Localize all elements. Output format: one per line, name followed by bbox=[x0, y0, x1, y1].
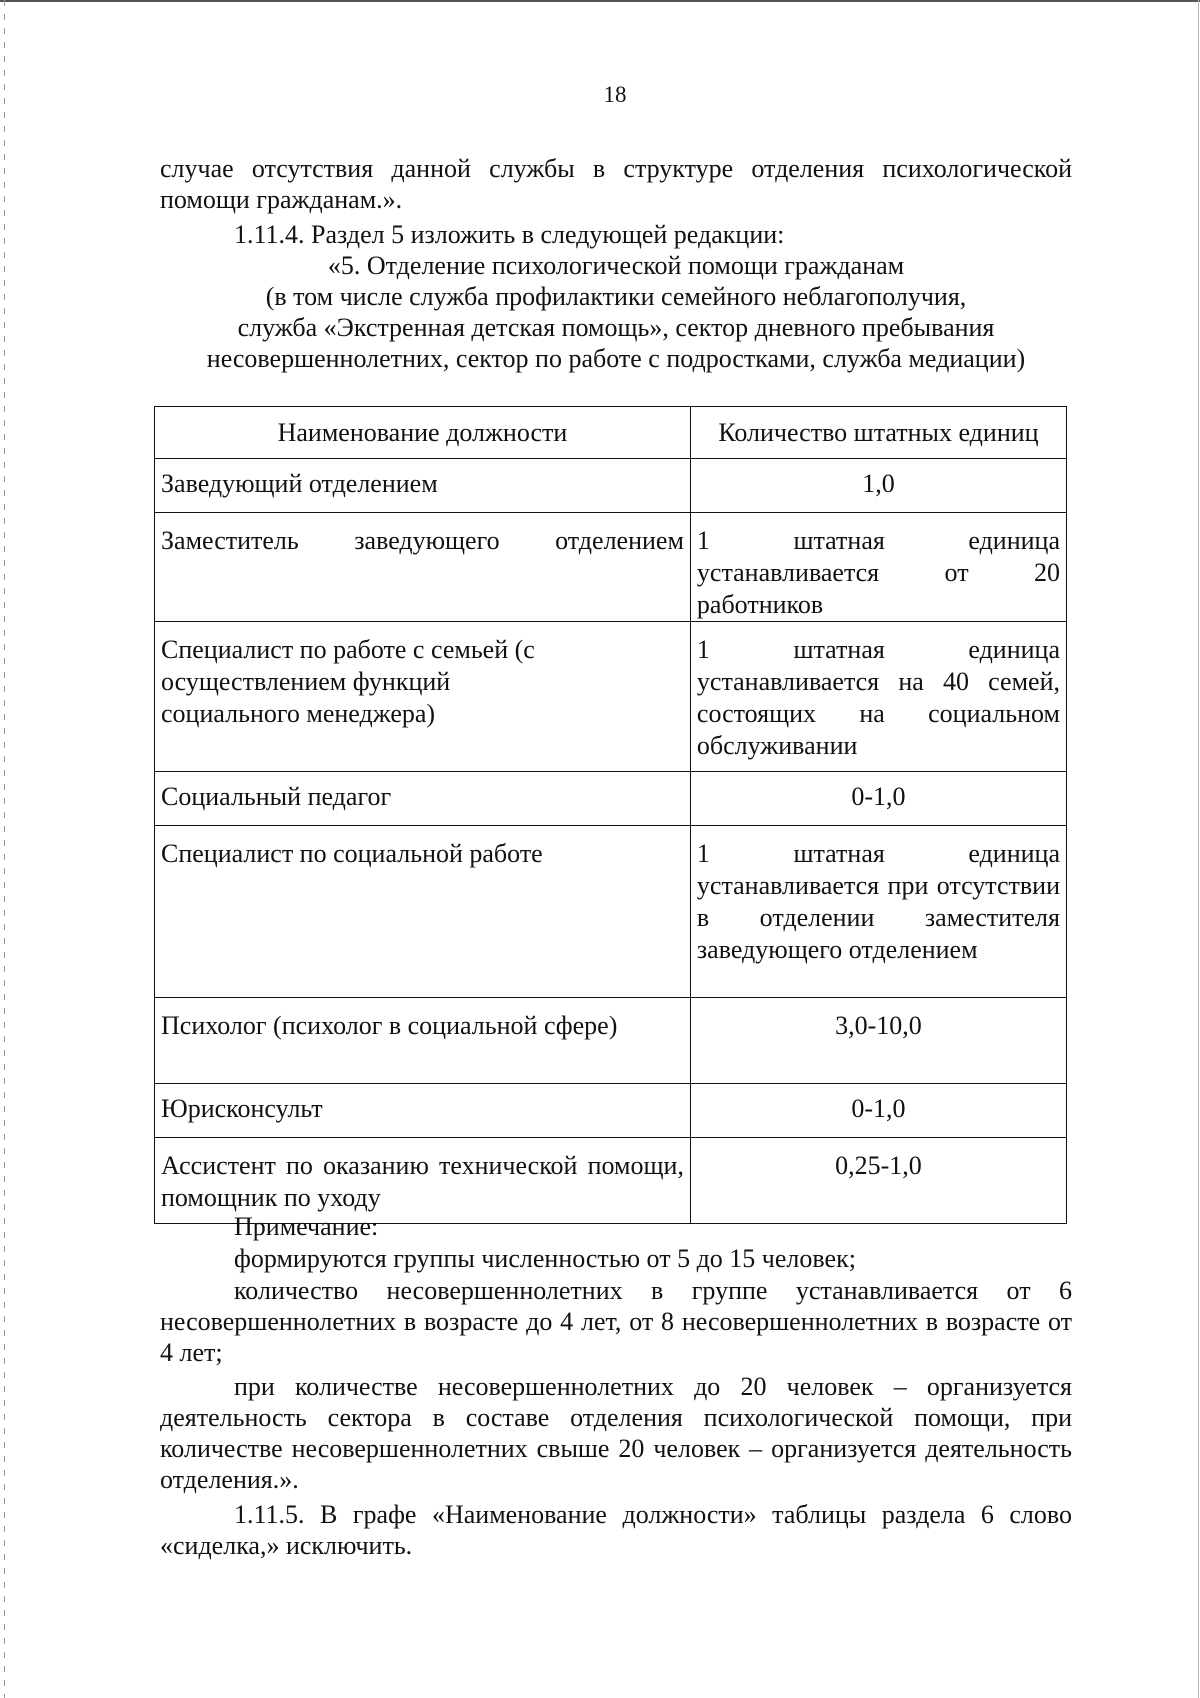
quantity-cell: 1,0 bbox=[690, 459, 1066, 513]
section-heading bbox=[160, 250, 1072, 374]
position-cell: Заведующий отделением bbox=[155, 459, 691, 513]
scan-right-edge bbox=[1198, 0, 1199, 1698]
section-heading-line-2: (в том числе служба профилактики семейного неблагополучия, bbox=[265, 282, 967, 311]
position-cell: Специалист по работе с семьей (с осуществлением функций социального менеджера) bbox=[155, 622, 691, 772]
clause-1-11-5: 1.11.5. В графе «Наименование должности» таблицы раздела 6 слово «сиделка,» исключить. bbox=[160, 1500, 1072, 1560]
position-cell: Ассистент по оказанию технической помощи, помощник по уходу bbox=[155, 1138, 691, 1224]
quantity-cell: 1 штатная единица устанавливается на 40 семей, состоящих на социальном обслуживании bbox=[690, 622, 1066, 772]
table-header-row bbox=[155, 407, 1067, 459]
section-heading-line-1: «5. Отделение психологической помощи гражданам bbox=[327, 251, 905, 280]
continuation-paragraph: случае отсутствия данной службы в структуре отделения психологической помощи гражданам.». bbox=[160, 154, 1072, 214]
note-paragraph-1: формируются группы численностью от 5 до 15 человек; bbox=[234, 1244, 856, 1273]
position-cell: Психолог (психолог в социальной сфере) bbox=[155, 998, 691, 1084]
position-cell bbox=[155, 513, 691, 622]
table-row bbox=[155, 772, 1067, 826]
position-cell: Специалист по социальной работе bbox=[155, 826, 691, 998]
position-cell: Юрисконсульт bbox=[155, 1084, 691, 1138]
page-number: 18 bbox=[603, 82, 627, 107]
table-row bbox=[155, 826, 1067, 998]
scan-top-edge bbox=[0, 0, 1200, 2]
clause-1-11-4: 1.11.4. Раздел 5 изложить в следующей редакции: bbox=[234, 220, 785, 249]
quantity-cell: 1 штатная единица устанавливается от 20 работников bbox=[690, 513, 1066, 622]
table-row bbox=[155, 459, 1067, 513]
quantity-cell: 0-1,0 bbox=[690, 772, 1066, 826]
table-row bbox=[155, 998, 1067, 1084]
header-position: Наименование должности bbox=[155, 407, 691, 459]
quantity-cell: 1 штатная единица устанавливается при отсутствии в отделении заместителя заведующего отделением bbox=[690, 826, 1066, 998]
quantity-cell: 0-1,0 bbox=[690, 1084, 1066, 1138]
table-row bbox=[155, 622, 1067, 772]
section-heading-line-4: несовершеннолетних, сектор по работе с подростками, служба медиации) bbox=[206, 344, 1026, 373]
quantity-cell: 0,25-1,0 bbox=[690, 1138, 1066, 1224]
position-cell: Социальный педагог bbox=[155, 772, 691, 826]
note-paragraph-3: при количестве несовершеннолетних до 20 человек – организуется деятельность сектора в составе отделения психологической помощи, при количестве несовершеннолетних свыше 20 человек – организуется деятельность отделения.». bbox=[160, 1372, 1072, 1494]
note-title: Примечание: bbox=[234, 1212, 379, 1241]
staff-table bbox=[154, 406, 1067, 1224]
table-row bbox=[155, 513, 1067, 622]
scan-left-edge bbox=[4, 0, 5, 1698]
table-row bbox=[155, 1084, 1067, 1138]
position-text: Заместитель заведующего отделением bbox=[161, 526, 684, 555]
quantity-cell: 3,0-10,0 bbox=[690, 998, 1066, 1084]
section-heading-line-3: служба «Экстренная детская помощь», сектор дневного пребывания bbox=[237, 313, 995, 342]
header-quantity: Количество штатных единиц bbox=[690, 407, 1066, 459]
note-paragraph-2: количество несовершеннолетних в группе устанавливается от 6 несовершеннолетних в возрасте до 4 лет, от 8 несовершеннолетних в возрасте от 4 лет; bbox=[160, 1276, 1072, 1367]
